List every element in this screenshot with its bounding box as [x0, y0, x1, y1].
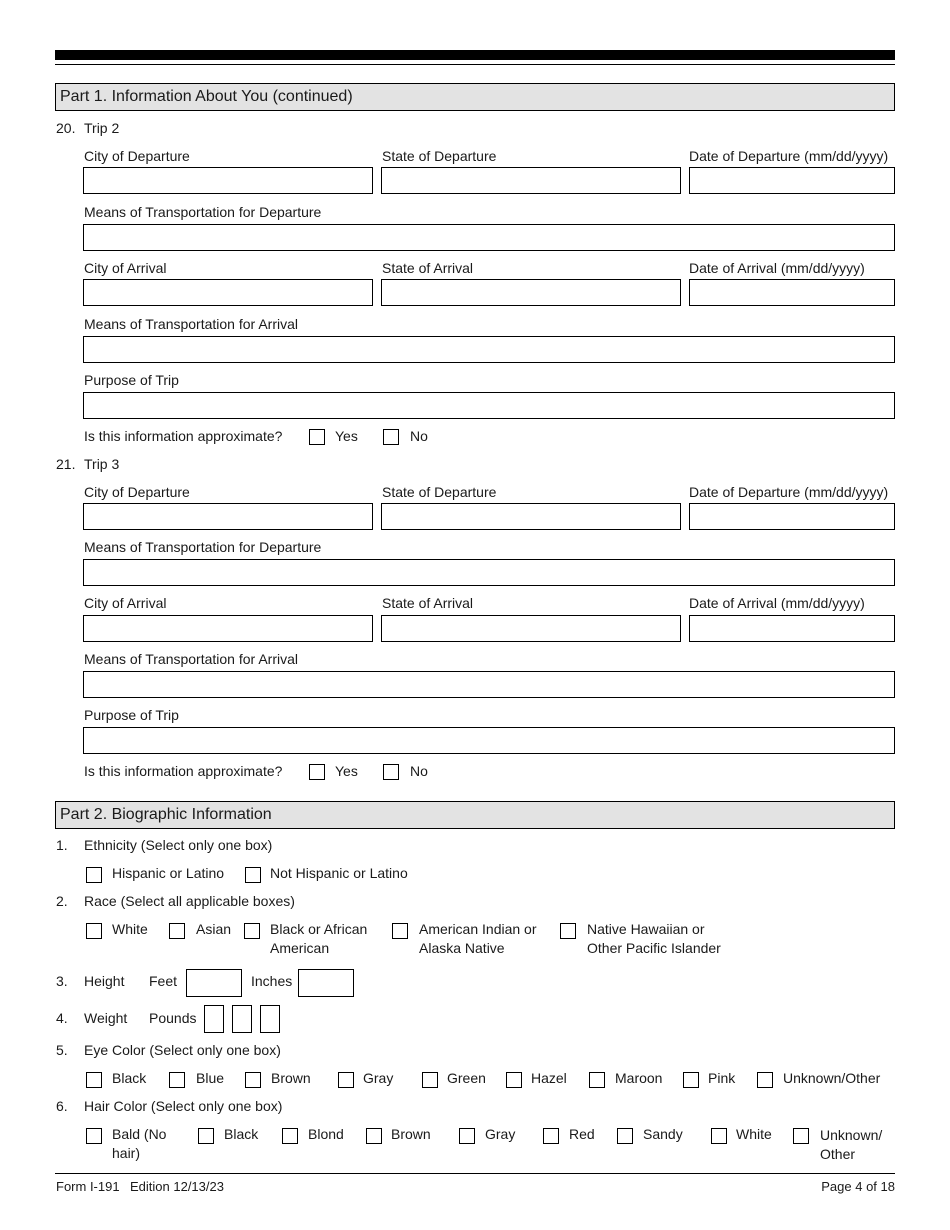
eye-brown-label: Brown	[271, 1070, 311, 1086]
trip3-city-arrival-input[interactable]	[83, 615, 373, 642]
eye-green-label: Green	[447, 1070, 486, 1086]
trip3-means-arrival-input[interactable]	[83, 671, 895, 698]
trip2-state-arrival-input[interactable]	[381, 279, 681, 306]
trip3-means-departure-label: Means of Transportation for Departure	[84, 539, 322, 555]
height-inches-label: Inches	[251, 973, 293, 989]
weight-digit-1-input[interactable]	[204, 1005, 224, 1033]
hair-number: 6.	[56, 1098, 68, 1114]
eye-unknown-checkbox[interactable]	[757, 1072, 773, 1088]
eye-gray-label: Gray	[363, 1070, 394, 1086]
trip2-city-departure-label: City of Departure	[84, 148, 190, 164]
height-feet-input[interactable]	[186, 969, 242, 997]
trip3-state-departure-input[interactable]	[381, 503, 681, 530]
race-native-hawaiian-checkbox[interactable]	[560, 923, 576, 939]
trip2-title: Trip 2	[84, 120, 120, 136]
part1-header: Part 1. Information About You (continued)	[55, 83, 895, 111]
trip2-means-arrival-input[interactable]	[83, 336, 895, 363]
trip2-city-arrival-label: City of Arrival	[84, 260, 167, 276]
trip3-state-arrival-label: State of Arrival	[382, 595, 474, 611]
footer-form-id: Form I-191	[56, 1179, 120, 1194]
eye-blue-checkbox[interactable]	[169, 1072, 185, 1088]
trip3-state-arrival-input[interactable]	[381, 615, 681, 642]
weight-digit-3-input[interactable]	[260, 1005, 280, 1033]
trip2-number: 20.	[56, 120, 76, 136]
trip2-means-departure-input[interactable]	[83, 224, 895, 251]
ethnicity-not-hispanic-checkbox[interactable]	[245, 867, 261, 883]
top-rule-thick	[55, 50, 895, 60]
trip2-approx-no-checkbox[interactable]	[383, 429, 399, 445]
eye-hazel-checkbox[interactable]	[506, 1072, 522, 1088]
hair-unknown-label-line2: Other	[820, 1146, 856, 1162]
trip3-approx-no-label: No	[410, 763, 428, 779]
trip3-means-departure-input[interactable]	[83, 559, 895, 586]
trip2-means-departure-label: Means of Transportation for Departure	[84, 204, 322, 220]
eye-number: 5.	[56, 1042, 68, 1058]
hair-gray-checkbox[interactable]	[459, 1128, 475, 1144]
part2-header: Part 2. Biographic Information	[55, 801, 895, 829]
trip3-city-departure-label: City of Departure	[84, 484, 190, 500]
trip2-approx-label: Is this information approximate?	[84, 428, 283, 444]
hair-label: Hair Color (Select only one box)	[84, 1098, 283, 1114]
eye-green-checkbox[interactable]	[422, 1072, 438, 1088]
ethnicity-not-hispanic-label: Not Hispanic or Latino	[270, 865, 408, 881]
hair-brown-checkbox[interactable]	[366, 1128, 382, 1144]
trip2-state-arrival-label: State of Arrival	[382, 260, 474, 276]
hair-red-checkbox[interactable]	[543, 1128, 559, 1144]
weight-number: 4.	[56, 1010, 68, 1026]
weight-pounds-label: Pounds	[149, 1010, 197, 1026]
weight-label: Weight	[84, 1010, 128, 1026]
hair-blond-checkbox[interactable]	[282, 1128, 298, 1144]
trip3-number: 21.	[56, 456, 76, 472]
trip2-city-arrival-input[interactable]	[83, 279, 373, 306]
race-native-hawaiian-label-line1: Native Hawaiian or	[587, 921, 705, 937]
trip3-purpose-label: Purpose of Trip	[84, 707, 179, 723]
footer-rule	[55, 1173, 895, 1174]
height-feet-label: Feet	[149, 973, 178, 989]
race-american-indian-checkbox[interactable]	[392, 923, 408, 939]
trip2-date-arrival-input[interactable]	[689, 279, 895, 306]
trip3-city-departure-input[interactable]	[83, 503, 373, 530]
trip2-date-arrival-label: Date of Arrival (mm/dd/yyyy)	[689, 260, 865, 276]
ethnicity-label: Ethnicity (Select only one box)	[84, 837, 273, 853]
race-number: 2.	[56, 893, 68, 909]
eye-unknown-label: Unknown/Other	[783, 1070, 881, 1086]
trip3-date-departure-label: Date of Departure (mm/dd/yyyy)	[689, 484, 889, 500]
hair-bald-checkbox[interactable]	[86, 1128, 102, 1144]
top-rule-thin	[55, 64, 895, 65]
trip3-approx-yes-checkbox[interactable]	[309, 764, 325, 780]
trip2-state-departure-label: State of Departure	[382, 148, 497, 164]
trip2-approx-yes-checkbox[interactable]	[309, 429, 325, 445]
weight-digit-2-input[interactable]	[232, 1005, 252, 1033]
hair-sandy-checkbox[interactable]	[617, 1128, 633, 1144]
hair-unknown-label-line1: Unknown/	[820, 1127, 883, 1143]
trip2-date-departure-input[interactable]	[689, 167, 895, 194]
hair-white-label: White	[736, 1126, 772, 1142]
eye-blue-label: Blue	[196, 1070, 225, 1086]
trip2-purpose-label: Purpose of Trip	[84, 372, 179, 388]
race-black-label-line2: American	[270, 940, 330, 956]
trip3-approx-yes-label: Yes	[335, 763, 358, 779]
trip2-means-arrival-label: Means of Transportation for Arrival	[84, 316, 298, 332]
trip2-city-departure-input[interactable]	[83, 167, 373, 194]
trip3-city-arrival-label: City of Arrival	[84, 595, 167, 611]
race-asian-label: Asian	[196, 921, 232, 937]
race-black-checkbox[interactable]	[244, 923, 260, 939]
eye-black-label: Black	[112, 1070, 147, 1086]
eye-maroon-checkbox[interactable]	[589, 1072, 605, 1088]
hair-gray-label: Gray	[485, 1126, 516, 1142]
trip3-state-departure-label: State of Departure	[382, 484, 497, 500]
eye-label: Eye Color (Select only one box)	[84, 1042, 281, 1058]
height-inches-input[interactable]	[298, 969, 354, 997]
trip2-approx-no-label: No	[410, 428, 428, 444]
eye-maroon-label: Maroon	[615, 1070, 663, 1086]
trip3-date-departure-input[interactable]	[689, 503, 895, 530]
ethnicity-number: 1.	[56, 837, 68, 853]
hair-black-checkbox[interactable]	[198, 1128, 214, 1144]
trip3-approx-no-checkbox[interactable]	[383, 764, 399, 780]
trip3-purpose-input[interactable]	[83, 727, 895, 754]
hair-brown-label: Brown	[391, 1126, 431, 1142]
ethnicity-hispanic-label: Hispanic or Latino	[112, 865, 225, 881]
race-american-indian-label-line2: Alaska Native	[419, 940, 505, 956]
trip3-date-arrival-label: Date of Arrival (mm/dd/yyyy)	[689, 595, 865, 611]
eye-black-checkbox[interactable]	[86, 1072, 102, 1088]
eye-gray-checkbox[interactable]	[338, 1072, 354, 1088]
hair-blond-label: Blond	[308, 1126, 344, 1142]
trip3-approx-label: Is this information approximate?	[84, 763, 283, 779]
race-label: Race (Select all applicable boxes)	[84, 893, 295, 909]
hair-black-label: Black	[224, 1126, 259, 1142]
eye-pink-label: Pink	[708, 1070, 736, 1086]
race-asian-checkbox[interactable]	[169, 923, 185, 939]
hair-bald-label-line1: Bald (No	[112, 1126, 167, 1142]
trip2-state-departure-input[interactable]	[381, 167, 681, 194]
footer-edition: Edition 12/13/23	[130, 1179, 224, 1194]
height-number: 3.	[56, 973, 68, 989]
race-native-hawaiian-label-line2: Other Pacific Islander	[587, 940, 721, 956]
race-white-label: White	[112, 921, 148, 937]
eye-brown-checkbox[interactable]	[245, 1072, 261, 1088]
height-label: Height	[84, 973, 125, 989]
eye-hazel-label: Hazel	[531, 1070, 567, 1086]
hair-bald-label-line2: hair)	[112, 1145, 141, 1161]
race-american-indian-label-line1: American Indian or	[419, 921, 537, 937]
ethnicity-hispanic-checkbox[interactable]	[86, 867, 102, 883]
trip3-title: Trip 3	[84, 456, 120, 472]
race-white-checkbox[interactable]	[86, 923, 102, 939]
race-black-label-line1: Black or African	[270, 921, 368, 937]
eye-pink-checkbox[interactable]	[683, 1072, 699, 1088]
hair-white-checkbox[interactable]	[711, 1128, 727, 1144]
trip2-purpose-input[interactable]	[83, 392, 895, 419]
trip3-means-arrival-label: Means of Transportation for Arrival	[84, 651, 298, 667]
hair-sandy-label: Sandy	[643, 1126, 683, 1142]
hair-red-label: Red	[569, 1126, 595, 1142]
footer-page-number: Page 4 of 18	[821, 1179, 895, 1194]
trip2-date-departure-label: Date of Departure (mm/dd/yyyy)	[689, 148, 889, 164]
trip3-date-arrival-input[interactable]	[689, 615, 895, 642]
hair-unknown-checkbox[interactable]	[793, 1128, 809, 1144]
trip2-approx-yes-label: Yes	[335, 428, 358, 444]
